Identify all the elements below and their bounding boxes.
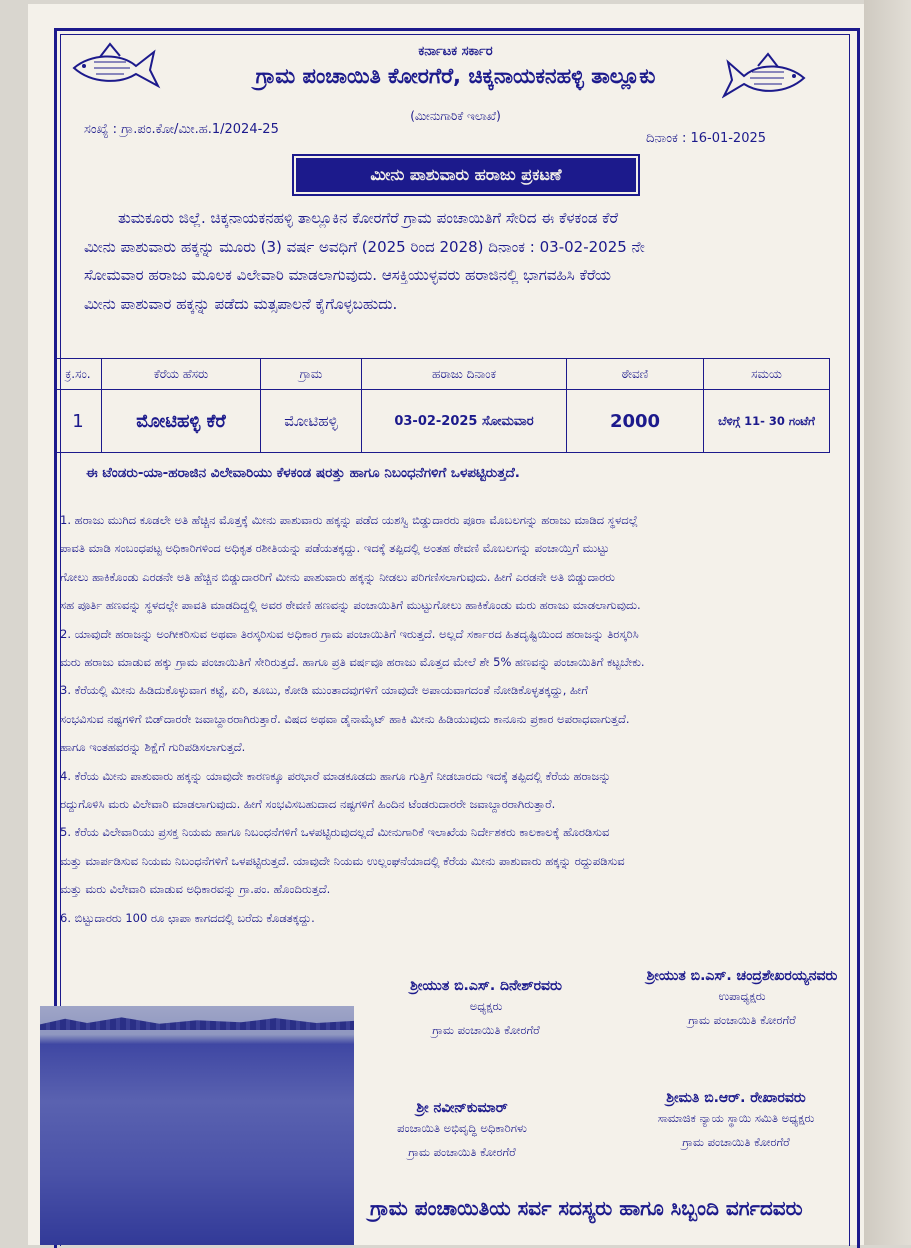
condition-line: ಪಾವತಿ ಮಾಡಿ ಸಂಬಂಧಪಟ್ಟ ಅಧಿಕಾರಿಗಳಿಂದ ಅಧಿಕೃತ ರಶೀತಿಯನ್ನು ಪಡೆಯತಕ್ಕದ್ದು. ಇದಕ್ಕೆ ತಪ್ಪಿದಲ್ಲಿ ಅಂತಹ ಠೇವಣಿ ಮೊಬಲಗನ್ನು ಪಂಚಾಯ್ತಿಗೆ ಮುಟ್ಟು [60,541,610,556]
department-label: (ಮೀನುಗಾರಿಕೆ ಇಲಾಖೆ) [410,109,501,123]
condition-line: 2. ಯಾವುದೇ ಹರಾಜನ್ನು ಅಂಗೀಕರಿಸುವ ಅಥವಾ ತಿರಸ್ಕರಿಸುವ ಅಧಿಕಾರ ಗ್ರಾಮ ಪಂಚಾಯಿತಿಗೆ ಇರುತ್ತದೆ. ಅಲ್ಲದೆ ಸರ್ಕಾರದ ಹಿತದೃಷ್ಟಿಯಿಂದ ಹರಾಜನ್ನು ತಿರಸ್ಕರಿಸಿ [60,626,639,641]
lake-photo [40,1006,354,1245]
intro-paragraph [84,204,814,318]
col-header-lake: ಕೆರೆಯ ಹೆಸರು [102,359,261,390]
condition-line: 3. ಕೆರೆಯಲ್ಲಿ ಮೀನು ಹಿಡಿದುಕೊಳ್ಳುವಾಗ ಕಟ್ಟೆ, ಏರಿ, ತೂಬು, ಕೋಡಿ ಮುಂತಾದವುಗಳಿಗೆ ಯಾವುದೇ ಅಪಾಯವಾಗದಂತೆ ನೋಡಿಕೊಳ್ಳತಕ್ಕದ್ದು, ಹೀಗೆ [60,683,588,698]
auction-table [54,358,830,453]
cell-auction-date: 03-02-2025 ಸೋಮವಾರ [362,390,567,453]
cell-time: ಬೆಳಿಗ್ಗೆ 11- 30 ಗಂಟೆಗೆ [704,390,830,453]
signatory-role: ಪಂಚಾಯಿತಿ ಅಭಿವೃದ್ಧಿ ಅಧಿಕಾರಿಗಳು [397,1121,527,1135]
signatory-name: ಶ್ರೀಮತಿ ಬಿ.ಆರ್. ರೇಖಾರವರು [666,1090,806,1106]
signatory-org: ಗ್ರಾಮ ಪಂಚಾಯಿತಿ ಕೋರಗೆರೆ [688,1013,796,1027]
condition-line: 5. ಕೆರೆಯ ವಿಲೇವಾರಿಯು ಪ್ರಸಕ್ತ ನಿಯಮ ಹಾಗೂ ನಿಬಂಧನೆಗಳಿಗೆ ಒಳಪಟ್ಟಿರುವುದಲ್ಲದೆ ಮೀನುಗಾರಿಕೆ ಇಲಾಖೆಯ ನಿರ್ದೇಶಕರು ಕಾಲಕಾಲಕ್ಕೆ ಹೊರಡಿಸುವ [60,825,610,840]
notice-banner: ಮೀನು ಪಾಶುವಾರು ಹರಾಜು ಪ್ರಕಟಣೆ [296,158,636,192]
conditions-list [60,506,850,932]
footer-members: ಗ್ರಾಮ ಪಂಚಾಯಿತಿಯ ಸರ್ವ ಸದಸ್ಯರು ಹಾಗೂ ಸಿಬ್ಬಂದಿ ವರ್ಗದವರು [370,1196,803,1220]
condition-line: ಹಾಗೂ ಇಂತಹವರನ್ನು ಶಿಕ್ಷೆಗೆ ಗುರಿಪಡಿಸಲಾಗುತ್ತದೆ. [60,740,246,755]
cell-lake: ಮೋಟಿಹಳ್ಳಿ ಕೆರೆ [102,390,261,453]
signatory-role: ಅಧ್ಯಕ್ಷರು [469,999,503,1013]
condition-line: ರದ್ದುಗೊಳಿಸಿ ಮರು ವಿಲೇವಾರಿ ಮಾಡಲಾಗುವುದು. ಹೀಗೆ ಸಂಭವಿಸಬಹುದಾದ ನಷ್ಟಗಳಿಗೆ ಹಿಂದಿನ ಟೆಂಡರುದಾರರೇ ಜವಾಬ್ದಾರರಾಗಿರುತ್ತಾರೆ. [60,797,556,812]
office-title: ಗ್ರಾಮ ಪಂಚಾಯಿತಿ ಕೋರಗೆರೆ, ಚಿಕ್ಕನಾಯಕನಹಳ್ಳಿ ತಾಲ್ಲೂಕು [255,64,656,88]
intro-line: ಮೀನು ಪಾಶುವಾರು ಹಕ್ಕನ್ನು ಮೂರು (3) ವರ್ಷ ಅವಧಿಗೆ (2025 ರಿಂದ 2028) ದಿನಾಂಕ : 03-02-2025 ನೇ [84,237,645,256]
cell-village: ಮೋಟಿಹಳ್ಳಿ [261,390,362,453]
col-header-sl: ಕ್ರ.ಸಂ. [55,359,102,390]
reference-number: ಸಂಖ್ಯೆ : ಗ್ರಾ.ಪಂ.ಕೋ/ಮೀ.ಹ.1/2024-25 [84,122,279,137]
table-header-row [55,359,830,390]
condition-line: ಮತ್ತು ಮಾರ್ಪಡಿಸುವ ನಿಯಮ ನಿಬಂಧನೆಗಳಿಗೆ ಒಳಪಟ್ಟಿರುತ್ತದೆ. ಯಾವುದೇ ನಿಯಮ ಉಲ್ಲಂಘನೆಯಾದಲ್ಲಿ ಕೆರೆಯ ಮೀನು ಪಾಶುವಾರು ಹಕ್ಕನ್ನು ರದ್ದುಪಡಿಸುವ [60,853,625,868]
signatory-president [366,978,606,1042]
signatory-name: ಶ್ರೀಯುತ ಬಿ.ಎಸ್. ದಿನೇಶ್‌ರವರು [410,978,562,994]
condition-line: ಗೋಲು ಹಾಕಿಕೊಂಡು ಎರಡನೇ ಅತಿ ಹೆಚ್ಚಿನ ಬಿಡ್ಡುದಾರರಿಗೆ ಮೀನು ಪಾಶುವಾರು ಹಕ್ಕನ್ನು ನೀಡಲು ಪರಿಗಣಿಸಲಾಗುವುದು. ಹೀಗೆ ಎರಡನೇ ಅತಿ ಬಿಡ್ಡುದಾರರು [60,569,615,584]
condition-line: 4. ಕೆರೆಯ ಮೀನು ಪಾಶುವಾರು ಹಕ್ಕನ್ನು ಯಾವುದೇ ಕಾರಣಕ್ಕೂ ಪರಭಾರೆ ಮಾಡಕೂಡದು ಹಾಗೂ ಗುತ್ತಿಗೆ ನೀಡಬಾರದು ಇದಕ್ಕೆ ತಪ್ಪಿದಲ್ಲಿ ಕೆರೆಯ ಹರಾಜನ್ನು [60,768,611,783]
condition-line: ಸಹ ಪೂರ್ತಿ ಹಣವನ್ನು ಸ್ಥಳದಲ್ಲೇ ಪಾವತಿ ಮಾಡದಿದ್ದಲ್ಲಿ ಅವರ ಠೇವಣಿ ಹಣವನ್ನು ಪಂಚಾಯಿತಿಗೆ ಮುಟ್ಟುಗೋಲು ಹಾಕಿಕೊಂಡು ಮರು ಹರಾಜು ಮಾಡಲಾಗುವುದು. [60,598,641,613]
col-header-time: ಸಮಯ [704,359,830,390]
signatory-role: ಸಾಮಾಜಿಕ ನ್ಯಾಯ ಸ್ಥಾಯಿ ಸಮಿತಿ ಅಧ್ಯಕ್ಷರು [657,1111,815,1125]
intro-line: ತುಮಕೂರು ಜಿಲ್ಲೆ. ಚಿಕ್ಕನಾಯಕನಹಳ್ಳಿ ತಾಲ್ಲೂಕಿನ ಕೋರಗೆರೆ ಗ್ರಾಮ ಪಂಚಾಯಿತಿಗೆ ಸೇರಿದ ಈ ಕೆಳಕಂಡ ಕೆರೆ [118,209,619,227]
cell-sl: 1 [55,390,102,453]
government-label: ಕರ್ನಾಟಕ ಸರ್ಕಾರ [418,44,493,59]
condition-line: ಮತ್ತು ಮರು ವಿಲೇವಾರಿ ಮಾಡುವ ಅಧಿಕಾರವನ್ನು ಗ್ರಾ.ಪಂ. ಹೊಂದಿರುತ್ತದೆ. [60,882,331,897]
col-header-date: ಹರಾಜು ದಿನಾಂಕ [362,359,567,390]
signatory-role: ಉಪಾಧ್ಯಕ್ಷರು [718,989,766,1003]
signatory-org: ಗ್ರಾಮ ಪಂಚಾಯಿತಿ ಕೋರಗೆರೆ [408,1145,516,1159]
signatory-committee-chair [608,1090,864,1154]
conditions-heading: ಈ ಟೆಂಡರು-ಯಾ-ಹರಾಜಿನ ವಿಲೇವಾರಿಯು ಕೆಳಕಂಡ ಷರತ್ತು ಹಾಗೂ ನಿಬಂಧನೆಗಳಿಗೆ ಒಳಪಟ್ಟಿರುತ್ತದೆ. [86,465,520,481]
col-header-deposit: ಠೇವಣಿ [567,359,704,390]
table-row [55,390,830,453]
condition-line: 1. ಹರಾಜು ಮುಗಿದ ಕೂಡಲೇ ಅತಿ ಹೆಚ್ಚಿನ ಮೊತ್ತಕ್ಕೆ ಮೀನು ಪಾಶುವಾರು ಹಕ್ಕನ್ನು ಪಡೆದ ಯಶಸ್ವಿ ಬಿಡ್ಡುದಾರರು ಪೂರಾ ಮೊಬಲಗನ್ನು ಹರಾಜು ಮಾಡಿದ ಸ್ಥಳದಲ್ಲೆ [60,513,638,527]
signatory-vice-president [610,968,874,1032]
background-strip [864,0,911,1245]
signatory-name: ಶ್ರೀಯುತ ಬಿ.ಎಸ್. ಚಂದ್ರಶೇಖರಯ್ಯನವರು [646,968,838,984]
signatory-pdo [352,1100,572,1164]
intro-line: ಮೀನು ಪಾಶುವಾರ ಹಕ್ಕನ್ನು ಪಡೆದು ಮತ್ಸಪಾಲನೆ ಕೈಗೊಳ್ಳಬಹುದು. [84,294,398,313]
condition-line: 6. ಬಿಟ್ಟುದಾರರು 100 ರೂ ಛಾಪಾ ಕಾಗದದಲ್ಲಿ ಬರೆದು ಕೊಡತಕ್ಕದ್ದು. [60,910,315,925]
signatory-org: ಗ್ರಾಮ ಪಂಚಾಯಿತಿ ಕೋರಗೆರೆ [682,1135,790,1149]
signatory-org: ಗ್ರಾಮ ಪಂಚಾಯಿತಿ ಕೋರಗೆರೆ [432,1023,540,1037]
condition-line: ಸಂಭವಿಸುವ ನಷ್ಟಗಳಿಗೆ ಬಿಡ್‌ದಾರರೇ ಜವಾಬ್ದಾರರಾಗಿರುತ್ತಾರೆ. ವಿಷದ ಅಥವಾ ಡೈನಾಮೈಟ್ ಹಾಕಿ ಮೀನು ಹಿಡಿಯುವುದು ಕಾನೂನು ಪ್ರಕಾರ ಅಪರಾಧವಾಗುತ್ತದೆ. [60,711,630,726]
signatory-name: ಶ್ರೀ ನವೀನ್‌ಕುಮಾರ್ [416,1100,508,1116]
condition-line: ಮರು ಹರಾಜು ಮಾಡುವ ಹಕ್ಕು ಗ್ರಾಮ ಪಂಚಾಯಿತಿಗೆ ಸೇರಿರುತ್ತದೆ. ಹಾಗೂ ಪ್ರತಿ ವರ್ಷವೂ ಹರಾಜು ಮೊತ್ತದ ಮೇಲೆ ಶೇ 5% ಹಣವನ್ನು ಪಂಚಾಯಿತಿಗೆ ಕಟ್ಟಬೇಕು. [60,655,645,670]
intro-line: ಸೋಮವಾರ ಹರಾಜು ಮೂಲಕ ವಿಲೇವಾರಿ ಮಾಡಲಾಗುವುದು. ಆಸಕ್ತಿಯುಳ್ಳವರು ಹರಾಜಿನಲ್ಲಿ ಭಾಗವಹಿಸಿ ಕೆರೆಯ [84,266,611,284]
notice-date: ದಿನಾಂಕ : 16-01-2025 [646,131,767,146]
col-header-village: ಗ್ರಾಮ [261,359,362,390]
cell-deposit: 2000 [567,390,704,453]
